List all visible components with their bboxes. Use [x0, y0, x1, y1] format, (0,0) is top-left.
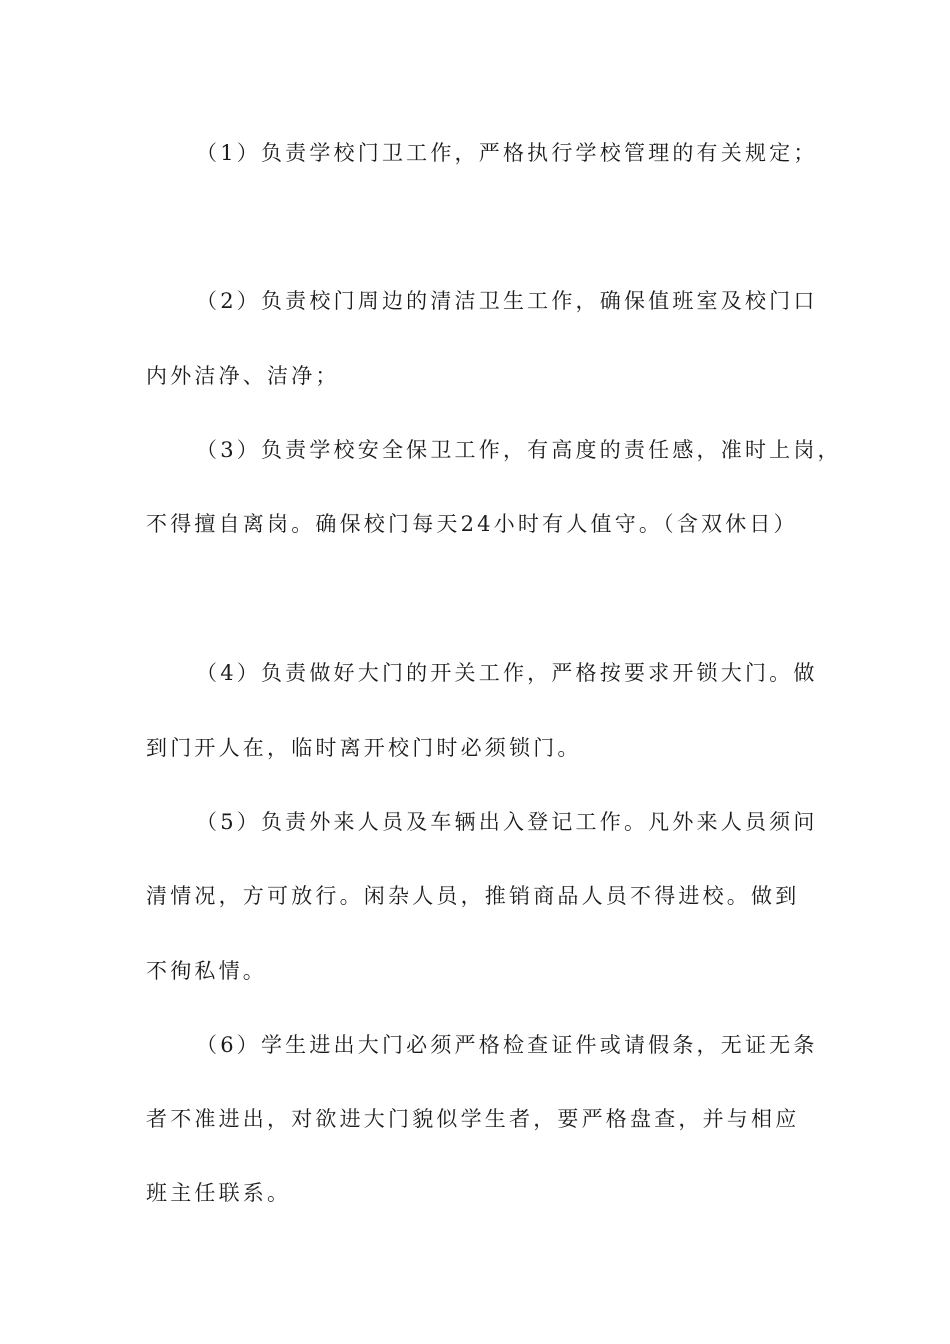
item-5-line-3: 不徇私情。 [146, 959, 267, 983]
item-4-line-2: 到门开人在，临时离开校门时必须锁门。 [146, 736, 582, 760]
item-4-line-1: （4）负责做好大门的开关工作，严格按要求开锁大门。做 [196, 661, 818, 685]
item-1-line-1: （1）负责学校门卫工作，严格执行学校管理的有关规定； [196, 141, 818, 165]
item-5-line-1: （5）负责外来人员及车辆出入登记工作。凡外来人员须问 [196, 810, 818, 834]
item-5-line-2: 清情况，方可放行。闲杂人员，推销商品人员不得进校。做到 [146, 884, 800, 908]
item-3-line-1: （3）负责学校安全保卫工作，有高度的责任感，准时上岗， [196, 438, 842, 462]
item-6-line-2: 者不准进出，对欲进大门貌似学生者，要严格盘查，并与相应 [146, 1107, 800, 1131]
item-3-line-2: 不得擅自离岗。确保校门每天24小时有人值守。（含双休日） [146, 512, 798, 536]
item-6-line-3: 班主任联系。 [146, 1181, 292, 1205]
item-2-line-1: （2）负责校门周边的清洁卫生工作，确保值班室及校门口 [196, 289, 818, 313]
item-6-line-1: （6）学生进出大门必须严格检查证件或请假条，无证无条 [196, 1033, 818, 1057]
item-2-line-2: 内外洁净、洁净； [146, 364, 340, 388]
